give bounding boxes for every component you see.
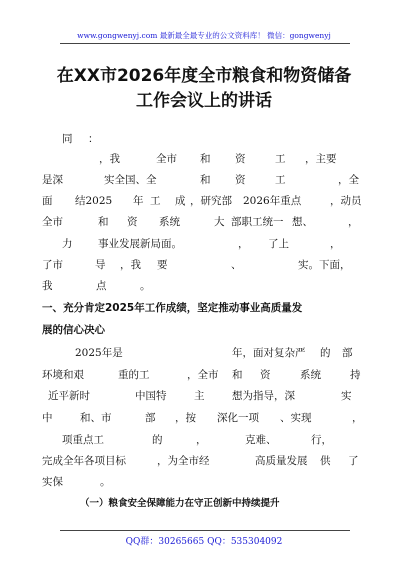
text-fragment: ：: [88, 133, 99, 145]
text-fragment: ，我: [99, 153, 120, 165]
text-fragment: 想、: [292, 216, 313, 228]
body-line: [0, 193, 408, 211]
text-fragment: 中: [42, 412, 53, 424]
text-fragment: 是深: [42, 174, 63, 186]
section-heading-line1: 一、充分肯定2025年工作成绩，坚定推动事业高质量发: [42, 302, 303, 314]
subsection-heading: （一）粮食安全保障能力在守正创新中持续提升: [80, 498, 280, 509]
body-line: [0, 474, 408, 492]
text-fragment: 克难、: [245, 434, 277, 446]
section-heading-line2: 展的信心决心: [42, 324, 105, 336]
text-fragment: ，动员: [330, 195, 362, 207]
text-fragment: ，为全市经: [157, 455, 210, 467]
text-fragment: 系统: [159, 216, 180, 228]
footer-divider: [60, 530, 350, 531]
text-fragment: 、: [231, 259, 242, 271]
body-line: [0, 367, 408, 385]
header-text: www.gongwenyj.com 最新最全最专业的公文资料库！ 微信：gongwenyj: [77, 31, 331, 40]
text-fragment: 实。下面，: [298, 259, 351, 271]
text-fragment: 、实现: [280, 412, 312, 424]
text-fragment: 系统: [300, 369, 321, 381]
text-fragment: 。: [100, 476, 111, 488]
text-fragment: 2025年是: [75, 347, 123, 359]
text-fragment: 完成全年各项目标: [42, 455, 126, 467]
body-line: [0, 131, 408, 149]
text-fragment: ，: [330, 238, 341, 250]
body-line: [0, 432, 408, 450]
body-line: [0, 236, 408, 254]
text-fragment: ，全市: [187, 369, 219, 381]
text-fragment: 想为指导，深: [232, 390, 295, 402]
text-fragment: 的: [320, 347, 331, 359]
text-fragment: 事业发展新局面。: [98, 238, 182, 250]
text-fragment: 同: [62, 133, 73, 145]
text-fragment: 中国特: [135, 390, 167, 402]
text-fragment: 工: [275, 153, 286, 165]
text-fragment: 要: [157, 259, 168, 271]
text-fragment: ，全: [338, 174, 359, 186]
text-fragment: 导: [95, 259, 106, 271]
text-fragment: 资: [260, 369, 271, 381]
text-fragment: 部: [342, 347, 353, 359]
text-fragment: 的: [152, 434, 163, 446]
text-fragment: 实: [341, 390, 352, 402]
text-fragment: 大: [214, 216, 225, 228]
text-fragment: 面: [42, 195, 53, 207]
text-fragment: 和: [200, 174, 211, 186]
text-fragment: 和: [232, 369, 243, 381]
text-fragment: 工: [150, 195, 161, 207]
body-line: [0, 410, 408, 428]
body-line: [0, 214, 408, 232]
text-fragment: 行，: [311, 434, 332, 446]
body-line: [0, 453, 408, 471]
footer-text: QQ群：30265665 QQ：535304092: [125, 537, 283, 547]
text-fragment: 部职工统一: [231, 216, 284, 228]
text-fragment: 了市: [42, 259, 63, 271]
text-fragment: 2026年重点: [243, 195, 302, 207]
text-fragment: 深化一项: [217, 412, 259, 424]
text-fragment: 环境和艰: [42, 369, 84, 381]
body-line: [0, 151, 408, 169]
text-fragment: ，: [196, 434, 207, 446]
text-fragment: 我: [42, 280, 53, 292]
text-fragment: 高质量发展: [255, 455, 308, 467]
text-fragment: 项重点工: [62, 434, 104, 446]
doc-title-line1: 在XX市2026年度全市粮食和物资储备: [56, 66, 352, 86]
text-fragment: ，我: [120, 259, 141, 271]
body-line: [0, 257, 408, 275]
text-fragment: 重的工: [118, 369, 150, 381]
text-fragment: 资: [235, 174, 246, 186]
text-fragment: 资: [235, 153, 246, 165]
text-fragment: 结2025: [75, 195, 113, 207]
text-fragment: 年，面对复杂严: [232, 347, 306, 359]
text-fragment: 工: [275, 174, 286, 186]
text-fragment: 了: [348, 455, 359, 467]
text-fragment: 实全国、全: [104, 174, 157, 186]
text-fragment: 持: [350, 369, 361, 381]
text-fragment: 全市: [156, 153, 177, 165]
text-fragment: 和、市: [80, 412, 112, 424]
text-fragment: 成: [175, 195, 186, 207]
body-line: [0, 278, 408, 296]
text-fragment: 部: [145, 412, 156, 424]
text-fragment: 资: [127, 216, 138, 228]
text-fragment: ，主要: [305, 153, 337, 165]
text-fragment: 和: [98, 216, 109, 228]
text-fragment: 了上: [268, 238, 289, 250]
header-divider: [60, 43, 350, 44]
text-fragment: 年: [133, 195, 144, 207]
text-fragment: 供: [320, 455, 331, 467]
text-fragment: ，: [238, 238, 249, 250]
text-fragment: 主: [194, 390, 205, 402]
doc-title-line2: 工作会议上的讲话: [136, 91, 272, 111]
text-fragment: ，按: [175, 412, 196, 424]
text-fragment: 点: [96, 280, 107, 292]
text-fragment: 全市: [42, 216, 63, 228]
text-fragment: ，研究部: [190, 195, 232, 207]
text-fragment: 实保: [42, 476, 63, 488]
text-fragment: 近平新时: [48, 390, 90, 402]
body-line: [0, 345, 408, 363]
text-fragment: 。: [140, 280, 151, 292]
body-line: [0, 172, 408, 190]
body-line: [0, 388, 408, 406]
text-fragment: 和: [200, 153, 211, 165]
text-fragment: ，: [352, 412, 363, 424]
text-fragment: 力: [62, 238, 73, 250]
text-fragment: ，: [348, 216, 359, 228]
